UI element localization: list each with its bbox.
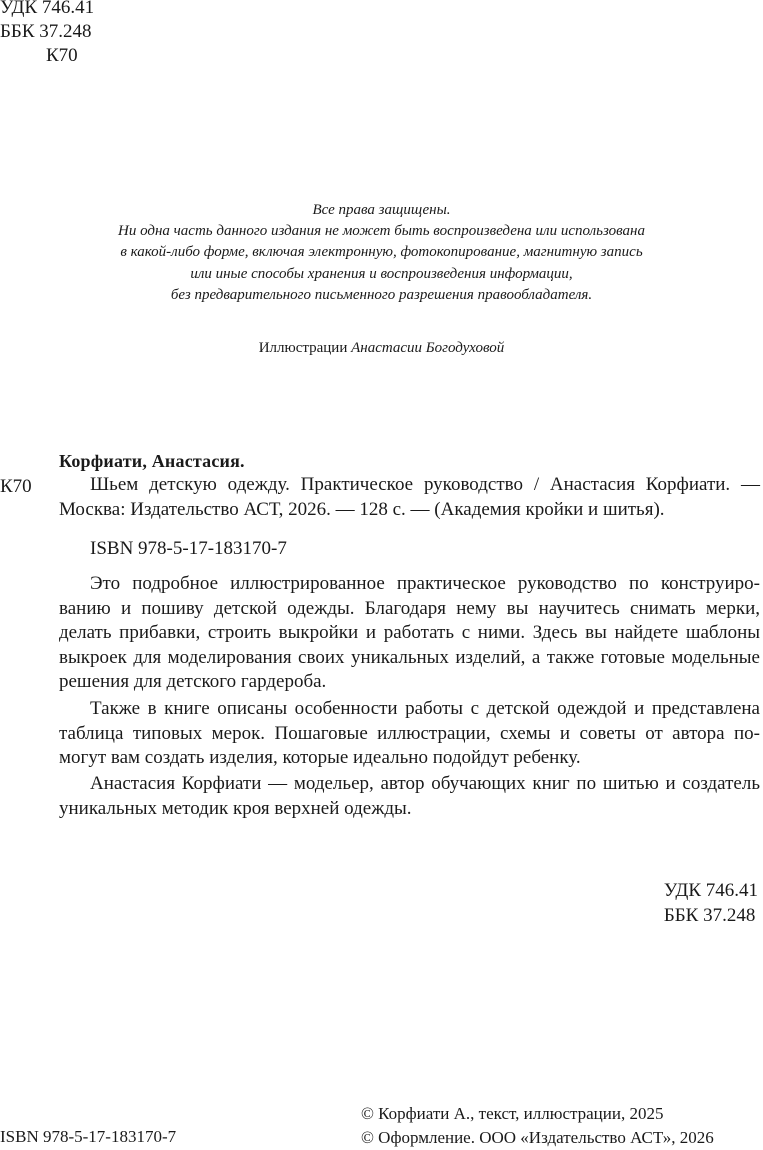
annotation-paragraph-2: [59, 697, 760, 771]
bbk-code: ББК 37.248: [0, 21, 92, 42]
annotation-line: делать прибавки, строить выкройки и работать с ними. Здесь вы найдете шаблоны: [59, 622, 760, 644]
annotation-line: выкроек для моделирования своих уникальных изделий, а также готовые модельные: [59, 646, 760, 668]
annotation-paragraph-3: [59, 772, 760, 821]
author-mark: К70: [46, 45, 78, 66]
rights-line: в какой-либо форме, включая электронную, фотокопирование, магнитную запись: [120, 244, 643, 261]
annotation-line: уникальных методик кроя верхней одежды.: [59, 797, 412, 819]
author-heading: Корфиати, Анастасия.: [59, 451, 245, 471]
bbk-code: ББК 37.248: [663, 905, 756, 926]
top-classification-codes: [0, 0, 94, 68]
illustrations-credit: [0, 340, 763, 357]
rights-line: без предварительного письменного разрешения правообладателя.: [170, 286, 593, 303]
annotation-line: Это подробное иллюстрированное практическое руководство по конструиро-: [90, 573, 760, 594]
publisher-line: Москва: Издательство АСТ, 2026. — 128 с. — (Академия кройки и шитья).: [59, 498, 665, 520]
udk-code: УДК 746.41: [663, 880, 758, 901]
rights-line: Ни одна часть данного издания не может быть воспроизведена или использована: [117, 223, 645, 240]
annotation-line: таблица типовых мерок. Пошаговые иллюстрации, схемы и советы от автора по-: [59, 722, 760, 744]
copyright-line: © Оформление. ООО «Издательство АСТ», 2026: [361, 1128, 714, 1147]
illustrations-prefix: Иллюстрации: [258, 340, 352, 356]
annotation-line: Также в книге описаны особенности работы с детской одеждой и представлена: [90, 698, 760, 719]
copyright-line: © Корфиати А., текст, иллюстрации, 2025: [361, 1104, 664, 1123]
copyright-block: [361, 1102, 714, 1150]
isbn-footer: ISBN 978-5-17-183170-7: [0, 1127, 177, 1146]
annotation-paragraph-1: [59, 572, 760, 695]
illustrator-name: Анастасии Богодуховой: [351, 340, 505, 356]
annotation-line: ванию и пошиву детской одежды. Благодаря нему вы научитесь снимать мерки,: [59, 597, 760, 619]
annotation-line: решения для детского гардероба.: [59, 671, 327, 693]
rights-line: или иные способы хранения и воспроизведения информации,: [190, 265, 573, 282]
bibliographic-description: [59, 473, 760, 522]
rights-notice: [0, 200, 763, 306]
title-line: Шьем детскую одежду. Практическое руководство / Анастасия Корфиати. —: [90, 474, 760, 495]
author-mark-margin: К70: [0, 476, 32, 497]
bottom-classification-codes: [664, 878, 758, 928]
rights-line: Все права защищены.: [312, 202, 451, 218]
udk-code: УДК 746.41: [0, 0, 95, 18]
annotation-line: Анастасия Корфиати — модельер, автор обучающих книг по шитью и создатель: [90, 773, 760, 794]
isbn-line: ISBN 978-5-17-183170-7: [90, 538, 287, 559]
annotation-line: могут вам создать изделия, которые идеально подойдут ребенку.: [59, 747, 581, 769]
